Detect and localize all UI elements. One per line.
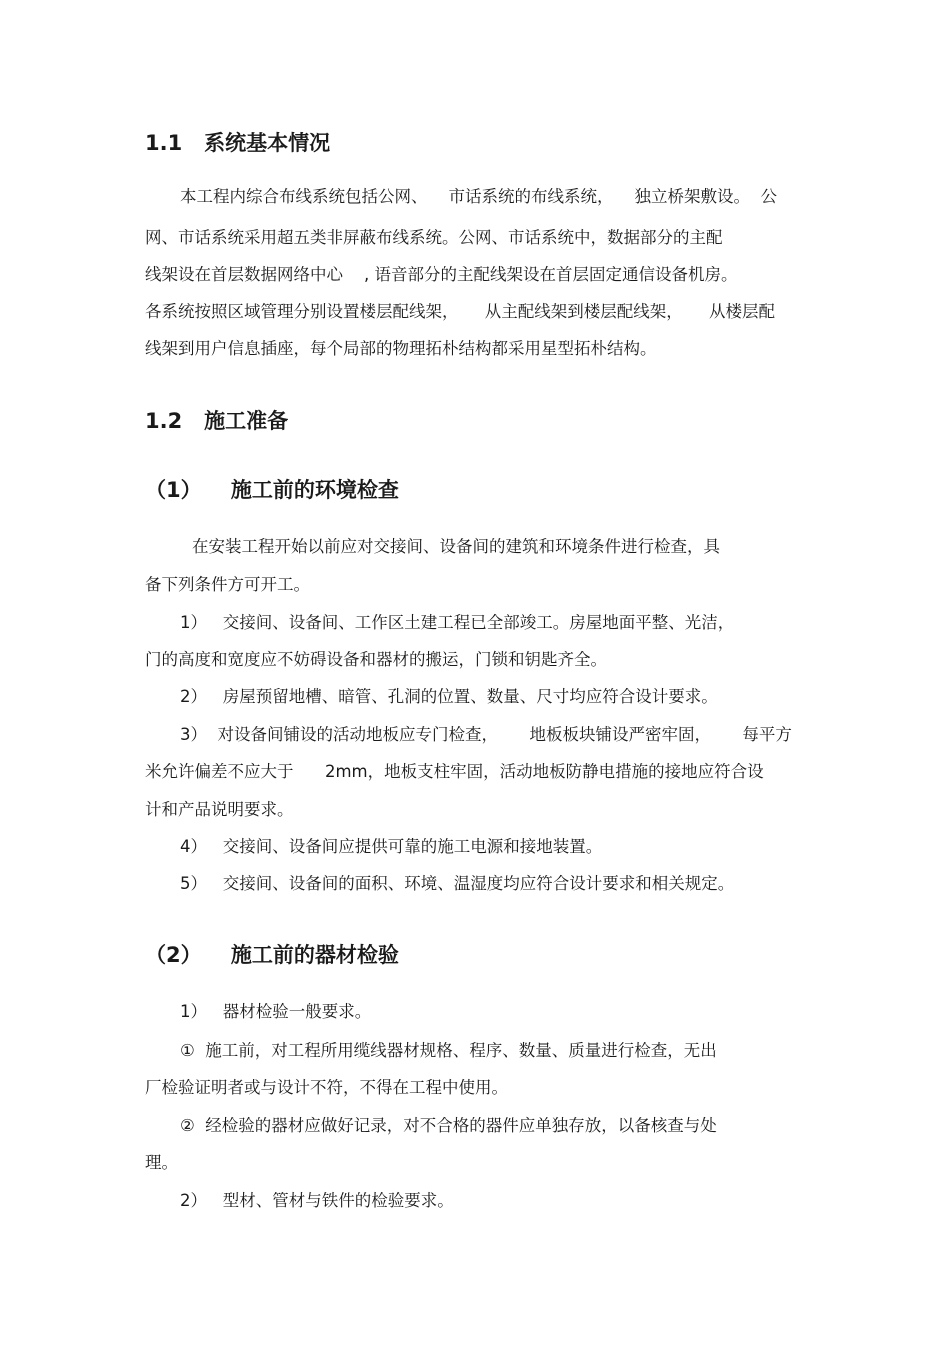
list-item: 2） 房屋预留地槽、暗管、孔洞的位置、数量、尺寸均应符合设计要求。 xyxy=(180,687,718,706)
list-item: 1） 交接间、设备间、工作区土建工程已全部竣工。房屋地面平整、光洁， xyxy=(180,613,735,632)
paragraph-line: 计和产品说明要求。 xyxy=(145,800,294,819)
paragraph-line: 米允许偏差不应大于 2mm，地板支柱牢固，活动地板防静电措施的接地应符合设 xyxy=(145,762,764,781)
paragraph-line: 在安装工程开始以前应对交接间、设备间的建筑和环境条件进行检查，具 xyxy=(192,537,720,556)
paragraph-line: 本工程内综合布线系统包括公网、 市话系统的布线系统， 独立桥架敷设。 公 xyxy=(180,187,777,206)
list-item: ① 施工前，对工程所用缆线器材规格、程序、数量、质量进行检查，无出 xyxy=(180,1041,717,1060)
section-heading-1-1: 1.1 系统基本情况 xyxy=(145,131,331,155)
list-item: ② 经检验的器材应做好记录，对不合格的器件应单独存放，以备核查与处 xyxy=(180,1116,717,1135)
paragraph-line: 厂检验证明者或与设计不符，不得在工程中使用。 xyxy=(145,1078,508,1097)
list-item: 5） 交接间、设备间的面积、环境、温湿度均应符合设计要求和相关规定。 xyxy=(180,874,735,893)
list-item: 3） 对设备间铺设的活动地板应专门检查， 地板板块铺设严密牢固， 每平方 xyxy=(180,725,792,744)
subsection-heading-1: （1） 施工前的环境检查 xyxy=(145,478,399,502)
paragraph-line: 门的高度和宽度应不妨碍设备和器材的搬运，门锁和钥匙齐全。 xyxy=(145,650,607,669)
paragraph-line: 线架设在首层数据网络中心 , 语音部分的主配线架设在首层固定通信设备机房。 xyxy=(145,265,738,284)
subsection-heading-2: （2） 施工前的器材检验 xyxy=(145,943,399,967)
list-item: 4） 交接间、设备间应提供可靠的施工电源和接地装置。 xyxy=(180,837,603,856)
paragraph-line: 理。 xyxy=(145,1153,178,1172)
paragraph-line: 备下列条件方可开工。 xyxy=(145,575,310,594)
section-heading-1-2: 1.2 施工准备 xyxy=(145,409,289,433)
paragraph-line: 各系统按照区域管理分别设置楼层配线架， 从主配线架到楼层配线架， 从楼层配 xyxy=(145,302,775,321)
list-item: 1） 器材检验一般要求。 xyxy=(180,1002,372,1021)
paragraph-line: 线架到用户信息插座，每个局部的物理拓朴结构都采用星型拓朴结构。 xyxy=(145,339,657,358)
list-item: 2） 型材、管材与铁件的检验要求。 xyxy=(180,1191,454,1210)
paragraph-line: 网、市话系统采用超五类非屏蔽布线系统。公网、市话系统中，数据部分的主配 xyxy=(145,228,723,247)
